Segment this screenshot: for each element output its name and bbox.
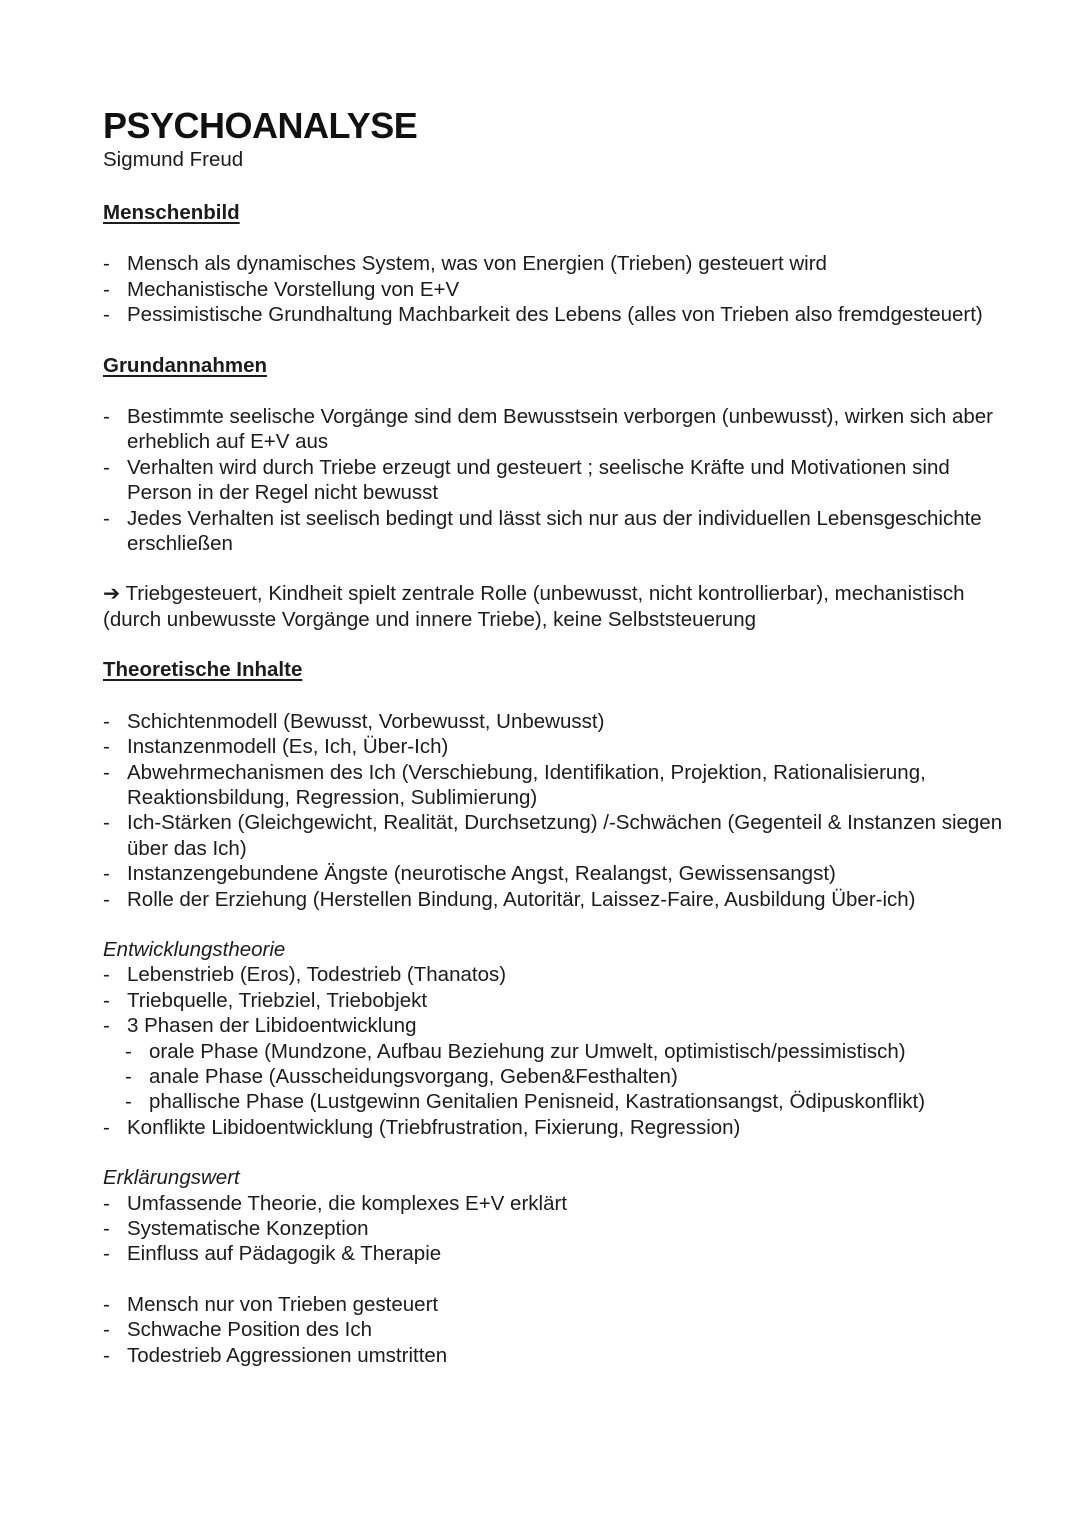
list-item: - Konflikte Libidoentwicklung (Triebfrustration, Fixierung, Regression): [103, 1115, 1003, 1140]
document-page: [103, 106, 1003, 1368]
section-entwicklungstheorie: [103, 937, 1003, 1140]
list-item: - Instanzengebundene Ängste (neurotische Angst, Realangst, Gewissensangst): [103, 861, 1003, 886]
erklaerungswert-negative-list: [103, 1292, 1003, 1368]
list-item: - Bestimmte seelische Vorgänge sind dem Bewusstsein verborgen (unbewusst), wirken sich aber erheblich auf E+V aus: [103, 404, 1003, 455]
libido-phases-list: [103, 1039, 1003, 1115]
list-item: - Todestrieb Aggressionen umstritten: [103, 1343, 1003, 1368]
list-item: - Schwache Position des Ich: [103, 1317, 1003, 1342]
section-erklaerungswert: [103, 1165, 1003, 1368]
list-item: - 3 Phasen der Libidoentwicklung: [103, 1013, 1003, 1038]
phase-item: - orale Phase (Mundzone, Aufbau Beziehung zur Umwelt, optimistisch/pessimistisch): [103, 1039, 1003, 1064]
document-title: PSYCHOANALYSE: [103, 105, 418, 146]
list-item: - Schichtenmodell (Bewusst, Vorbewusst, Unbewusst): [103, 709, 1003, 734]
phase-item: - anale Phase (Ausscheidungsvorgang, Geben&Festhalten): [103, 1064, 1003, 1089]
phase-item: - phallische Phase (Lustgewinn Genitalien Penisneid, Kastrationsangst, Ödipuskonflikt): [103, 1089, 1003, 1114]
list-item: - Umfassende Theorie, die komplexes E+V erklärt: [103, 1191, 1003, 1216]
list-item: - Pessimistische Grundhaltung Machbarkeit des Lebens (alles von Trieben also fremdgesteuert): [103, 302, 1003, 327]
conclusion-text: Triebgesteuert, Kindheit spielt zentrale Rolle (unbewusst, nicht kontrollierbar), mechanistisch (durch unbewusste Vorgänge und innere Triebe), keine Selbststeuerung: [103, 582, 965, 631]
entwicklungstheorie-after-list: [103, 1115, 1003, 1140]
entwicklungstheorie-list: [103, 962, 1003, 1038]
list-item: - Rolle der Erziehung (Herstellen Bindung, Autoritär, Laissez-Faire, Ausbildung Über-ich): [103, 887, 1003, 912]
list-item: - Verhalten wird durch Triebe erzeugt und gesteuert ; seelische Kräfte und Motivationen sind Person in der Regel nicht bewusst: [103, 455, 1003, 506]
theoretische-inhalte-list: [103, 709, 1003, 912]
list-item: - Mechanistische Vorstellung von E+V: [103, 277, 1003, 302]
list-item: - Triebquelle, Triebziel, Triebobjekt: [103, 988, 1003, 1013]
section-heading-menschenbild: Menschenbild: [103, 201, 240, 224]
document-subtitle: Sigmund Freud: [103, 148, 244, 171]
section-heading-theoretische-inhalte: Theoretische Inhalte: [103, 658, 303, 682]
erklaerungswert-positive-list: [103, 1191, 1003, 1267]
section-menschenbild: [103, 200, 1003, 328]
section-theoretische-inhalte: [103, 657, 1003, 912]
subheading-entwicklungstheorie: Entwicklungstheorie: [103, 937, 286, 961]
list-item: - Abwehrmechanismen des Ich (Verschiebung, Identifikation, Projektion, Rationalisierung, Reaktionsbildung, Regression, Sublimierung): [103, 760, 1003, 811]
list-item: - Lebenstrieb (Eros), Todestrieb (Thanatos): [103, 962, 1003, 987]
list-item: - Einfluss auf Pädagogik & Therapie: [103, 1241, 1003, 1266]
subheading-erklaerungswert: Erklärungswert: [103, 1166, 240, 1190]
list-item: - Instanzenmodell (Es, Ich, Über-Ich): [103, 734, 1003, 759]
list-item: - Mensch als dynamisches System, was von Energien (Trieben) gesteuert wird: [103, 251, 1003, 276]
conclusion-paragraph: [103, 581, 1003, 632]
grundannahmen-list: [103, 404, 1003, 556]
list-item: - Systematische Konzeption: [103, 1216, 1003, 1241]
list-item: - Jedes Verhalten ist seelisch bedingt und lässt sich nur aus der individuellen Lebensgeschichte erschließen: [103, 506, 1003, 557]
section-heading-grundannahmen: Grundannahmen: [103, 353, 268, 377]
section-grundannahmen: [103, 353, 1003, 633]
menschenbild-list: [103, 251, 1003, 327]
list-item: - Ich-Stärken (Gleichgewicht, Realität, Durchsetzung) /-Schwächen (Gegenteil & Instanzen siegen über das Ich): [103, 810, 1003, 861]
list-item: - Mensch nur von Trieben gesteuert: [103, 1292, 1003, 1317]
arrow-icon: ➔: [103, 582, 121, 606]
